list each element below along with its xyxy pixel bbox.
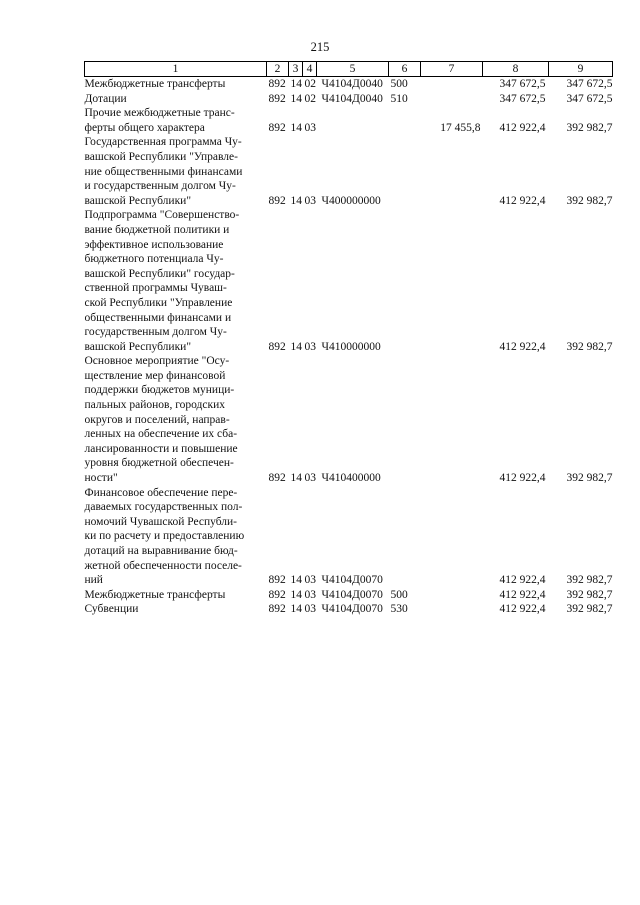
row-name-line: Финансовое обеспечение пере- (84, 486, 238, 499)
amount-column-8: 412 922,4 (499, 574, 546, 587)
row-name-line: вашской Республики" (84, 194, 192, 207)
amount-column-7 (421, 77, 483, 92)
subsection-code: 03 (304, 603, 316, 616)
row-name-line: Межбюджетные трансферты (84, 78, 226, 90)
section-code: 14 (290, 574, 302, 587)
row-name-line: ки по расчету и предоставлению (84, 530, 245, 543)
expense-type-code (389, 135, 421, 208)
ministry-code: 892 (268, 574, 286, 587)
row-name (85, 602, 267, 617)
subsection-code: 03 (304, 121, 316, 134)
row-name-line: номочий Чувашской Республи- (84, 515, 238, 528)
amount-column-7 (421, 208, 483, 354)
ministry-code: 892 (268, 92, 286, 105)
subsection-code: 03 (304, 340, 316, 353)
ministry-code: 892 (268, 121, 286, 134)
subsection-code: 03 (304, 588, 316, 601)
table-row (85, 602, 613, 617)
row-name-line: вание бюджетной политики и (84, 223, 230, 236)
row-name-line: Государственная программа Чу- (84, 136, 242, 149)
table-row (85, 135, 613, 208)
table-row (85, 588, 613, 603)
expense-type-code: 510 (390, 92, 408, 105)
row-name-line: Подпрограмма "Совершенство- (84, 209, 240, 222)
row-name (85, 354, 267, 485)
amount-column-9: 392 982,7 (566, 340, 613, 353)
budget-table (84, 61, 613, 617)
page-number: 215 (310, 40, 330, 54)
target-article-code: Ч410000000 (321, 340, 381, 353)
ministry-code: 892 (268, 603, 286, 616)
subsection-code: 03 (304, 472, 316, 485)
header-row (85, 62, 613, 77)
target-article-code: Ч4104Д0070 (321, 603, 383, 616)
subsection-code: 02 (304, 92, 316, 105)
section-code: 14 (290, 603, 302, 616)
amount-column-8: 347 672,5 (499, 78, 546, 90)
row-name-line: округов и поселений, направ- (84, 413, 230, 426)
expense-type-code (389, 208, 421, 354)
row-name-line: даваемых государственных пол- (84, 501, 243, 514)
amount-column-7 (421, 354, 483, 485)
row-name-line: ние общественными финансами (84, 165, 243, 178)
target-article-code: Ч4104Д0070 (321, 574, 383, 587)
amount-column-9: 392 982,7 (566, 574, 613, 587)
amount-column-9: 392 982,7 (566, 603, 613, 616)
amount-column-8: 412 922,4 (499, 194, 546, 207)
amount-column-9: 392 982,7 (566, 121, 613, 134)
ministry-code: 892 (268, 588, 286, 601)
section-code: 14 (290, 194, 302, 207)
row-name (85, 486, 267, 588)
row-name-line: вашской Республики" (84, 340, 192, 353)
row-name-line: Прочие межбюджетные транс- (84, 107, 235, 120)
column-header: 2 (267, 62, 289, 77)
target-article-code: Ч400000000 (321, 194, 381, 207)
amount-column-9: 392 982,7 (566, 194, 613, 207)
amount-column-8: 412 922,4 (499, 340, 546, 353)
row-name-line: дотаций на выравнивание бюд- (84, 545, 238, 557)
amount-column-9: 347 672,5 (566, 78, 613, 90)
row-name-line: эффективное использование (84, 238, 224, 251)
expense-type-code (389, 354, 421, 485)
column-header: 7 (421, 62, 483, 77)
row-name-line: ности" (84, 472, 118, 485)
amount-column-8: 412 922,4 (499, 603, 546, 616)
expense-type-code: 500 (390, 78, 408, 90)
table-row (85, 77, 613, 92)
row-name-line: вашской Республики" государ- (84, 267, 235, 280)
amount-column-7 (421, 135, 483, 208)
column-header: 3 (289, 62, 303, 77)
ministry-code: 892 (268, 472, 286, 485)
table-row (85, 208, 613, 354)
row-name-line: и государственным долгом Чу- (84, 180, 236, 193)
column-header: 9 (549, 62, 613, 77)
section-code: 14 (290, 92, 302, 105)
row-name-line: Дотации (84, 92, 127, 105)
row-name-line: общественными финансами и (84, 311, 232, 324)
column-header: 4 (303, 62, 317, 77)
row-name-line: ний (84, 574, 103, 587)
column-header: 5 (317, 62, 389, 77)
row-name (85, 588, 267, 603)
table-row (85, 106, 613, 135)
row-name (85, 92, 267, 107)
subsection-code: 03 (304, 574, 316, 587)
row-name-line: Межбюджетные трансферты (84, 588, 226, 601)
row-name (85, 208, 267, 354)
expense-type-code (389, 486, 421, 588)
row-name-line: государственным долгом Чу- (84, 326, 227, 339)
target-article-code: Ч410400000 (321, 472, 381, 485)
amount-column-7 (421, 588, 483, 603)
section-code: 14 (290, 472, 302, 485)
row-name-line: ленных на обеспечение их сба- (84, 428, 238, 441)
row-name-line: пальных районов, городских (84, 399, 225, 412)
target-article-code: Ч4104Д0040 (321, 92, 383, 105)
amount-column-9: 392 982,7 (566, 472, 613, 485)
column-header: 8 (483, 62, 549, 77)
amount-column-8: 412 922,4 (499, 472, 546, 485)
row-name-line: вашской Республики "Управле- (84, 150, 238, 163)
row-name-line: лансированности и повышение (84, 442, 238, 455)
expense-type-code: 500 (390, 588, 408, 601)
row-name-line: ственной программы Чуваш- (84, 282, 227, 295)
amount-column-8: 412 922,4 (499, 588, 546, 601)
target-article-code: Ч4104Д0070 (321, 588, 383, 601)
subsection-code: 02 (304, 78, 316, 90)
row-name-line: ферты общего характера (84, 121, 205, 134)
subsection-code: 03 (304, 194, 316, 207)
amount-column-9: 347 672,5 (566, 92, 613, 105)
ministry-code: 892 (268, 340, 286, 353)
amount-column-8: 347 672,5 (499, 92, 546, 105)
target-article-code: Ч4104Д0040 (321, 78, 383, 90)
row-name (85, 106, 267, 135)
table-row (85, 354, 613, 485)
row-name (85, 77, 267, 92)
table-body (85, 77, 613, 617)
amount-column-7 (421, 602, 483, 617)
table-row (85, 92, 613, 107)
amount-column-9: 392 982,7 (566, 588, 613, 601)
row-name-line: Основное мероприятие "Осу- (84, 355, 230, 368)
table-row (85, 486, 613, 588)
row-name-line: Субвенции (84, 603, 139, 616)
row-name (85, 135, 267, 208)
section-code: 14 (290, 588, 302, 601)
column-header: 6 (389, 62, 421, 77)
ministry-code: 892 (268, 78, 286, 90)
target-article-code (317, 106, 389, 135)
row-name-line: уровня бюджетной обеспечен- (84, 457, 234, 470)
column-header: 1 (85, 62, 267, 77)
amount-column-7 (421, 486, 483, 588)
ministry-code: 892 (268, 194, 286, 207)
row-name-line: ской Республики "Управление (84, 296, 233, 309)
amount-column-7 (421, 92, 483, 107)
expense-type-code: 530 (390, 603, 408, 616)
amount-column-8: 412 922,4 (499, 121, 546, 134)
row-name-line: поддержки бюджетов муници- (84, 384, 235, 397)
row-name-line: бюджетного потенциала Чу- (84, 253, 224, 266)
section-code: 14 (290, 78, 302, 90)
section-code: 14 (290, 340, 302, 353)
section-code: 14 (290, 121, 302, 134)
amount-column-7: 17 455,8 (440, 121, 481, 134)
expense-type-code (389, 106, 421, 135)
row-name-line: жетной обеспеченности поселе- (84, 559, 242, 572)
row-name-line: ществление мер финансовой (84, 369, 226, 382)
